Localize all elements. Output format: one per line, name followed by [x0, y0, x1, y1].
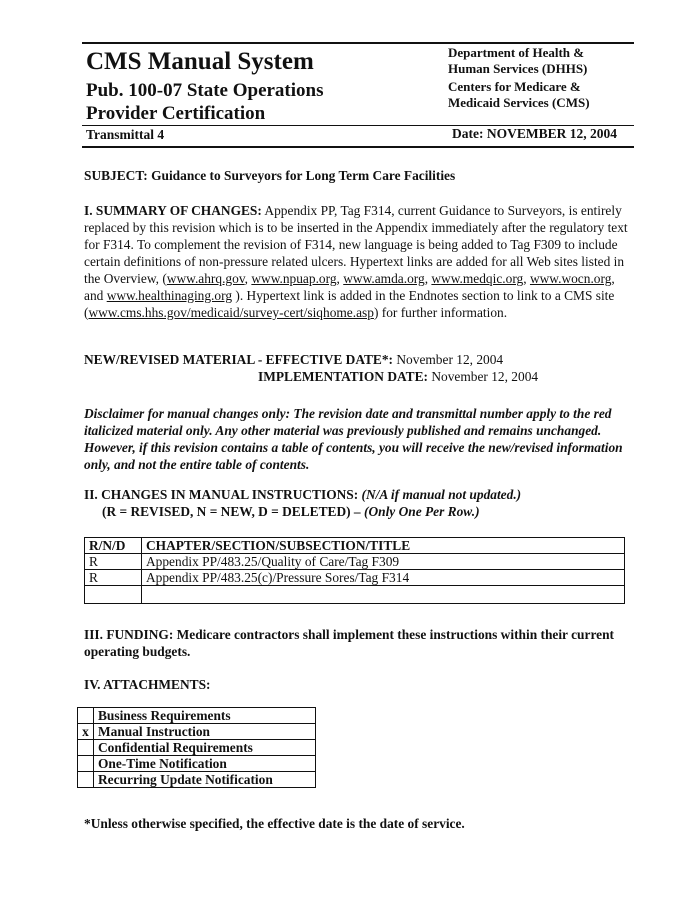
header-top-rule — [82, 42, 634, 44]
attachments-table — [77, 707, 316, 788]
table-cell-rnd: R — [85, 570, 142, 586]
changes-note: (N/A if manual not updated.) — [358, 487, 522, 502]
header-bottom-rule — [82, 146, 634, 148]
attachment-row — [78, 740, 316, 756]
effective-dates — [84, 351, 634, 385]
link-medqic[interactable]: www.medqic.org — [431, 271, 524, 286]
attachment-label: Business Requirements — [94, 708, 316, 724]
attachment-check — [78, 740, 94, 756]
table-cell-rnd: R — [85, 554, 142, 570]
department-name — [448, 45, 587, 76]
subject-line: SUBJECT: Guidance to Surveyors for Long Term Care Facilities — [84, 168, 456, 183]
publication-title: Pub. 100-07 State Operations — [86, 80, 324, 101]
changes-heading: II. CHANGES IN MANUAL INSTRUCTIONS: — [84, 487, 359, 502]
department-line-2: Human Services (DHHS) — [448, 60, 588, 76]
effective-date-footnote: *Unless otherwise specified, the effective date is the date of service. — [84, 816, 465, 831]
link-npuap[interactable]: www.npuap.org — [251, 271, 337, 286]
implementation-date-value: November 12, 2004 — [428, 369, 539, 384]
effective-date-label: NEW/REVISED MATERIAL - EFFECTIVE DATE*: — [84, 352, 394, 367]
link-wocn[interactable]: www.wocn.org — [529, 271, 612, 286]
link-ahrq[interactable]: www.ahrq.gov — [166, 271, 245, 286]
table-row — [85, 570, 625, 586]
effective-date-line — [84, 351, 634, 368]
transmittal-number: Transmittal 4 — [86, 127, 165, 142]
changes-legend-note: (Only One Per Row.) — [360, 504, 480, 519]
column-header-rnd: R/N/D — [85, 538, 142, 554]
link-amda[interactable]: www.amda.org — [343, 271, 425, 286]
link-healthinaging[interactable]: www.healthinaging.org — [106, 288, 233, 303]
table-cell-title: Appendix PP/483.25/Quality of Care/Tag F309 — [142, 554, 625, 570]
agency-line-2: Medicaid Services (CMS) — [448, 94, 590, 110]
attachments-heading: IV. ATTACHMENTS: — [84, 677, 211, 692]
agency-name — [448, 79, 590, 110]
attachment-label: Recurring Update Notification — [94, 772, 316, 788]
changes-table — [84, 537, 625, 604]
attachment-row — [78, 708, 316, 724]
column-header-chapter: CHAPTER/SECTION/SUBSECTION/TITLE — [142, 538, 625, 554]
attachment-label: One-Time Notification — [94, 756, 316, 772]
summary-text-3: ) for further information. — [373, 305, 508, 320]
provider-certification-title: Provider Certification — [86, 103, 266, 124]
changes-in-manual-instructions — [84, 486, 634, 520]
link-cms-survey-cert[interactable]: www.cms.hhs.gov/medicaid/survey-cert/siqhome.asp — [88, 305, 374, 320]
implementation-date-label: IMPLEMENTATION DATE: — [258, 369, 428, 384]
attachment-row — [78, 724, 316, 740]
summary-text-1: Appendix PP, Tag F314, current Guidance to Surveyors, is entirely replaced by this revision which is to be inserted in the Appendix immediately after the regulatory text for F314. To complement the revision of F314, new language is being added to Tag F309 to include certain definitions of non-pressure related ulcers. Hypertext links are added for all Web sites listed in the Overview, ( — [84, 203, 628, 286]
transmittal-date: Date: NOVEMBER 12, 2004 — [452, 126, 617, 141]
table-row-empty — [85, 586, 625, 604]
summary-of-changes: I. SUMMARY OF CHANGES: Appendix PP, Tag F314, current Guidance to Surveyors, is entirely replaced by this revision which is to be inserted in the Appendix immediately after the regulatory text for F314. To complement the revision of F314, new language is being added to Tag F309 to include certain definitions of non-pressure related ulcers. Hypertext links are added for all Web sites listed in the Overview, (www.ahrq.gov, www.npuap.org, www.amda.org, www.medqic.org, www.wocn.org, and www.healthinaging.org ). Hypertext link is added in the Endnotes section to link to a CMS site (www.cms.hhs.gov/medicaid/survey-cert/siqhome.asp) for further information. — [84, 203, 628, 320]
table-row — [85, 554, 625, 570]
summary-heading: I. SUMMARY OF CHANGES: — [84, 203, 262, 218]
attachment-check — [78, 756, 94, 772]
summary-text-2: ). Hypertext link is added in the Endnotes section to link to a CMS site ( — [84, 288, 615, 320]
attachment-check — [78, 772, 94, 788]
effective-date-value: November 12, 2004 — [393, 352, 504, 367]
table-cell-rnd — [85, 586, 142, 604]
changes-legend-text: (R = REVISED, N = NEW, D = DELETED) – — [102, 504, 361, 519]
agency-line-1: Centers for Medicare & — [448, 79, 581, 94]
table-header-row — [85, 538, 625, 554]
manual-title: CMS Manual System — [86, 48, 314, 75]
department-line-1: Department of Health & — [448, 45, 585, 60]
attachment-label: Manual Instruction — [94, 724, 316, 740]
table-cell-title — [142, 586, 625, 604]
table-cell-title: Appendix PP/483.25(c)/Pressure Sores/Tag F314 — [142, 570, 625, 586]
attachment-row — [78, 772, 316, 788]
funding-section: III. FUNDING: Medicare contractors shall implement these instructions within their current operating budgets. — [84, 627, 614, 659]
attachment-check — [78, 708, 94, 724]
attachment-row — [78, 756, 316, 772]
changes-legend — [84, 503, 634, 520]
implementation-date-line — [84, 368, 634, 385]
disclaimer: Disclaimer for manual changes only: The revision date and transmittal number apply to the red italicized material only. Any other material was previously published and remains unchanged. However, if this revision contains a table of contents, you will receive the new/revised information only, and not the entire table of contents. — [84, 406, 623, 472]
attachment-check: x — [78, 724, 94, 740]
attachment-label: Confidential Requirements — [94, 740, 316, 756]
